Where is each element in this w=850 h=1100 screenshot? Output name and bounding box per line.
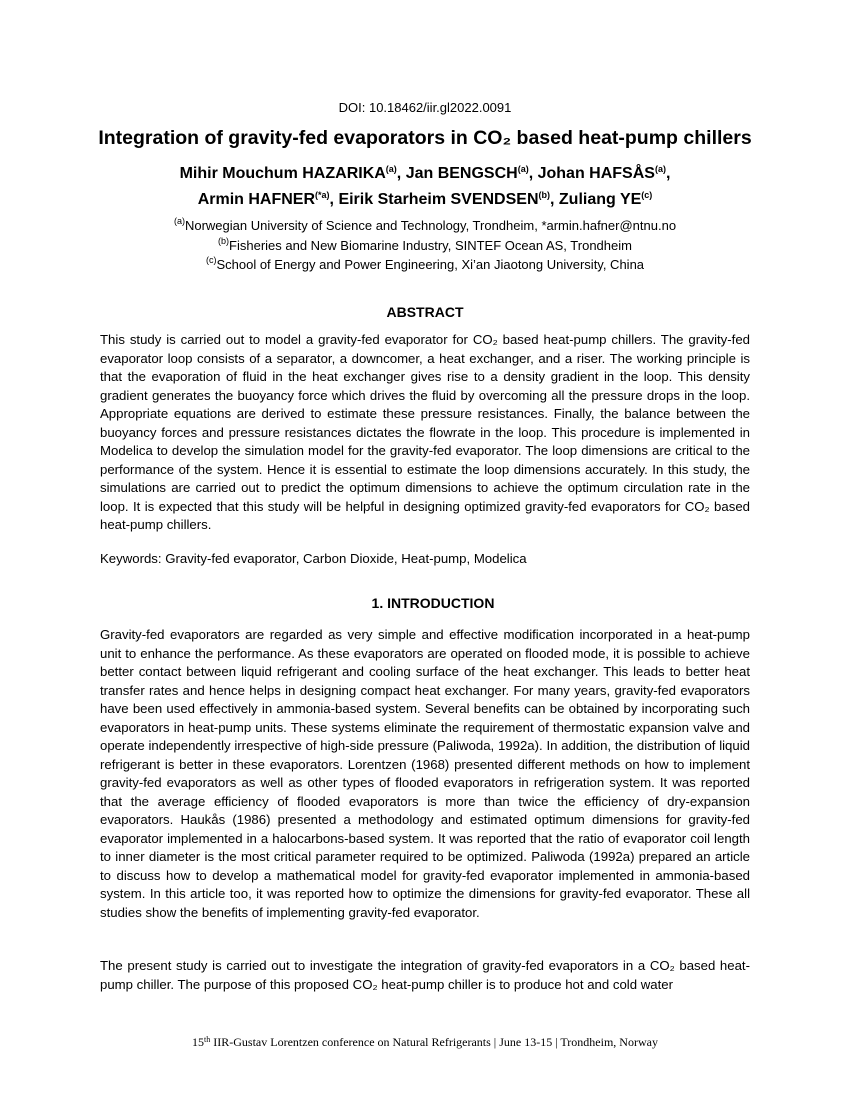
page-footer bbox=[0, 1035, 850, 1050]
author-affil-mark: (a) bbox=[385, 164, 397, 174]
introduction-paragraph-2: The present study is carried out to investigate the integration of gravity-fed evaporators in a CO₂ based heat-pump chiller. The purpose of this proposed CO₂ heat-pump chiller is to produce hot and cold water bbox=[100, 958, 750, 992]
author-separator: , bbox=[329, 191, 339, 208]
doi-line: DOI: 10.18462/iir.gl2022.0091 bbox=[338, 100, 512, 115]
abstract-heading: ABSTRACT bbox=[386, 304, 464, 320]
author-name: Armin HAFNER bbox=[197, 191, 316, 208]
paper-title: Integration of gravity-fed evaporators in CO₂ based heat-pump chillers bbox=[98, 127, 752, 149]
affiliation-text: Norwegian University of Science and Technology, Trondheim, *armin.hafner@ntnu.no bbox=[184, 218, 677, 233]
author-name: Johan HAFSÅS bbox=[537, 165, 655, 182]
affiliation-text: Fisheries and New Biomarine Industry, SINTEF Ocean AS, Trondheim bbox=[229, 237, 632, 253]
author-affil-mark: (a) bbox=[517, 164, 529, 174]
author-name: Zuliang YE bbox=[558, 191, 642, 208]
author-affil-mark: (a) bbox=[654, 164, 666, 174]
affiliation-list bbox=[100, 216, 750, 275]
author-name: Mihir Mouchum HAZARIKA bbox=[179, 165, 386, 182]
footer-ordinal: 15 bbox=[192, 1035, 205, 1049]
abstract-text: This study is carried out to model a gravity-fed evaporator for CO₂ based heat-pump chillers. The gravity-fed evaporator loop consists of a separator, a downcomer, a heat exchanger, and a riser. The working principle is that the evaporation of fluid in the heat exchanger gives rise to a density gradient in the loop. This density gradient generates the buoyancy force which drives the fluid by overcoming all the pressure drops in the loop. Appropriate equations are derived to estimate these pressure resistances. Finally, the balance between the buoyancy forces and pressure resistances dictates the flowrate in the loop. This procedure is implemented in Modelica to develop the simulation model for the gravity-fed evaporator. The loop dimensions are critical to the performance of the system. Hence it is essential to estimate the loop dimensions accurately. In this study, the simulations are carried out to predict the optimum dimensions to achieve the optimum circulation rate in the loop. It is expected that this study will be helpful in designing optimized gravity-fed evaporators for CO₂ based heat-pump chillers. bbox=[100, 332, 750, 532]
affiliation-text: School of Energy and Power Engineering, Xi’an Jiaotong University, China bbox=[216, 257, 645, 272]
affiliation-mark: (a) bbox=[173, 216, 185, 226]
author-name: Eirik Starheim SVENDSEN bbox=[338, 191, 539, 208]
author-line-2 bbox=[100, 187, 750, 213]
author-separator: , bbox=[528, 165, 538, 182]
author-affil-mark: (b) bbox=[538, 190, 551, 200]
author-list bbox=[100, 161, 750, 213]
author-affil-mark: (*a) bbox=[315, 190, 330, 200]
affiliation-mark: (c) bbox=[205, 255, 217, 265]
author-line-1 bbox=[100, 161, 750, 187]
author-separator: , bbox=[665, 165, 671, 182]
introduction-paragraph-1: Gravity-fed evaporators are regarded as very simple and effective modification incorporated in a heat-pump unit to enhance the performance. As these evaporators are operated on flooded mode, it is possible to achieve better contact between liquid refrigerant and cooling surface of the heat exchanger. This leads to better heat transfer rates and hence helps in designing compact heat exchanger. For many years, gravity-fed evaporators have been used effectively in ammonia-based system. Several benefits can be obtained by incorporating such evaporators in heat-pump units. These systems eliminate the requirement of thermostatic expansion valve and operate independently irrespective of high-side pressure (Paliwoda, 1992a). In addition, the distribution of liquid refrigerant is better in these evaporators. Lorentzen (1968) presented different methods on how to implement gravity-fed evaporators as well as other types of flooded evaporators in refrigeration system. It was reported that the average efficiency of flooded evaporators is more than twice the efficiency of dry-expansion evaporators. Haukås (1986) presented a methodology and estimated optimum dimensions for gravity-fed evaporator implemented in a halocarbons-based system. It was reported that the ratio of evaporator coil length to inner diameter is the most critical parameter required to be optimized. Paliwoda (1992a) prepared an article to discuss how to develop a mathematical model for gravity-fed evaporator implemented in ammonia-based system. In this article too, it was reported how to optimize the dimensions for gravity-fed evaporator. These all studies show the benefits of implementing gravity-fed evaporator. bbox=[100, 627, 750, 920]
affiliation-a bbox=[100, 216, 750, 236]
footer-ordinal-suffix: th bbox=[204, 1035, 211, 1044]
footer-text: IIR-Gustav Lorentzen conference on Natural Refrigerants | June 13-15 | Trondheim, Norway bbox=[210, 1035, 658, 1049]
affiliation-c bbox=[100, 255, 750, 275]
affiliation-b bbox=[100, 236, 750, 256]
introduction-heading: 1. INTRODUCTION bbox=[371, 595, 495, 611]
author-name: Jan BENGSCH bbox=[405, 165, 518, 182]
author-separator: , bbox=[396, 165, 406, 182]
affiliation-mark: (b) bbox=[218, 235, 230, 246]
keywords-line: Keywords: Gravity-fed evaporator, Carbon Dioxide, Heat-pump, Modelica bbox=[100, 551, 527, 566]
author-separator: , bbox=[550, 191, 559, 208]
author-affil-mark: (c) bbox=[641, 190, 653, 200]
